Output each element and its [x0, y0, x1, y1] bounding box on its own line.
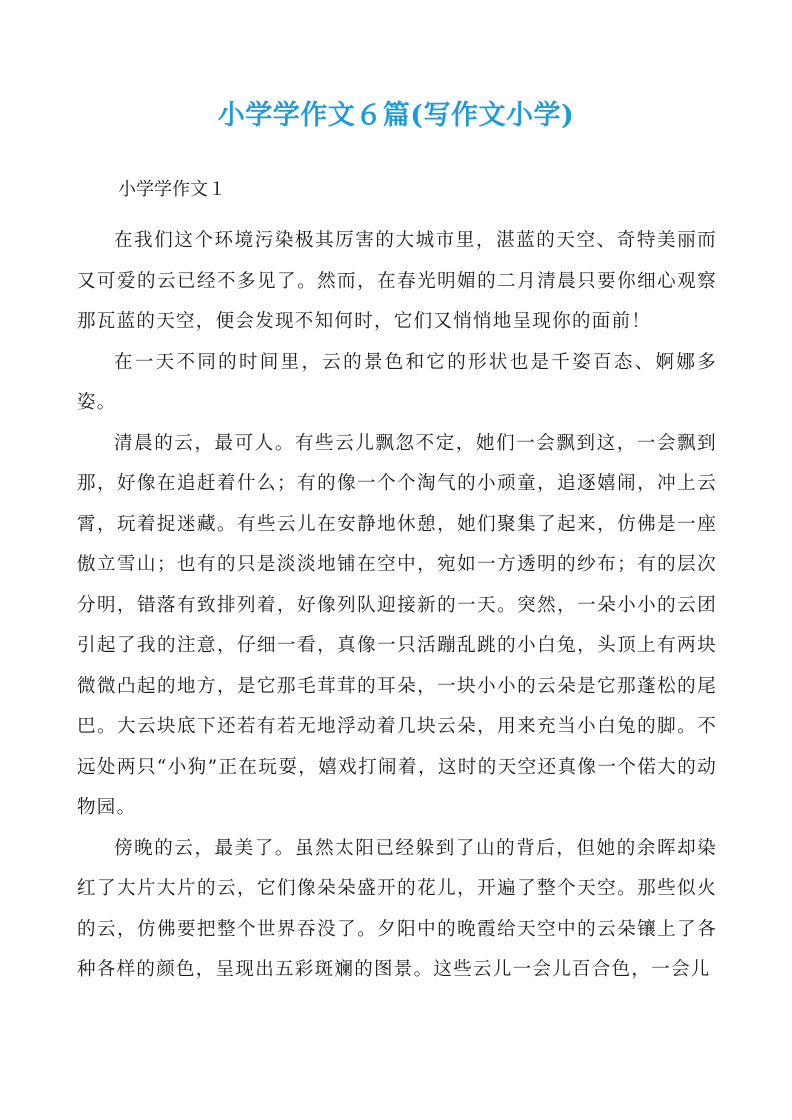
- paragraph-2: 在一天不同的时间里，云的景色和它的形状也是千姿百态、婀娜多姿。: [77, 351, 717, 413]
- paragraph-1: 在我们这个环境污染极其厉害的大城市里，湛蓝的天空、奇特美丽而又可爱的云已经不多见了。然而，在春光明媚的二月清晨只要你细心观察那瓦蓝的天空，便会发现不知何时，它们又悄悄地呈现你的面前！: [77, 230, 717, 332]
- document-body: [77, 221, 717, 991]
- paragraph-3: 清晨的云，最可人。有些云儿飘忽不定，她们一会飘到这，一会飘到那，好像在追赶着什么；有的像一个个淘气的小顽童，追逐嬉闹，冲上云霄，玩着捉迷藏。有些云儿在安静地休憩，她们聚集了起来，仿佛是一座傲立雪山；也有的只是淡淡地铺在空中，宛如一方透明的纱布；有的层次分明，错落有致排列着，好像列队迎接新的一天。突然，一朵小小的云团引起了我的注意，仔细一看，真像一只活蹦乱跳的小白兔，头顶上有两块微微凸起的地方，是它那毛茸茸的耳朵，一块小小的云朵是它那蓬松的尾巴。大云块底下还若有若无地浮动着几块云朵，用来充当小白兔的脚。不远处两只“小狗”正在玩耍，嬉戏打闹着，这时的天空还真像一个偌大的动物园。: [77, 432, 717, 818]
- document-title: 小学学作文６篇(写作文小学): [217, 100, 575, 131]
- section-heading: 小学学作文１: [118, 179, 226, 200]
- paragraph-4: 傍晚的云，最美了。虽然太阳已经躲到了山的背后，但她的余晖却染红了大片大片的云，它们像朵朵盛开的花儿，开遍了整个天空。那些似火的云，仿佛要把整个世界吞没了。夕阳中的晚霞给天空中的云朵镶上了各种各样的颜色，呈现出五彩斑斓的图景。这些云儿一会儿百合色，一会儿: [77, 837, 717, 980]
